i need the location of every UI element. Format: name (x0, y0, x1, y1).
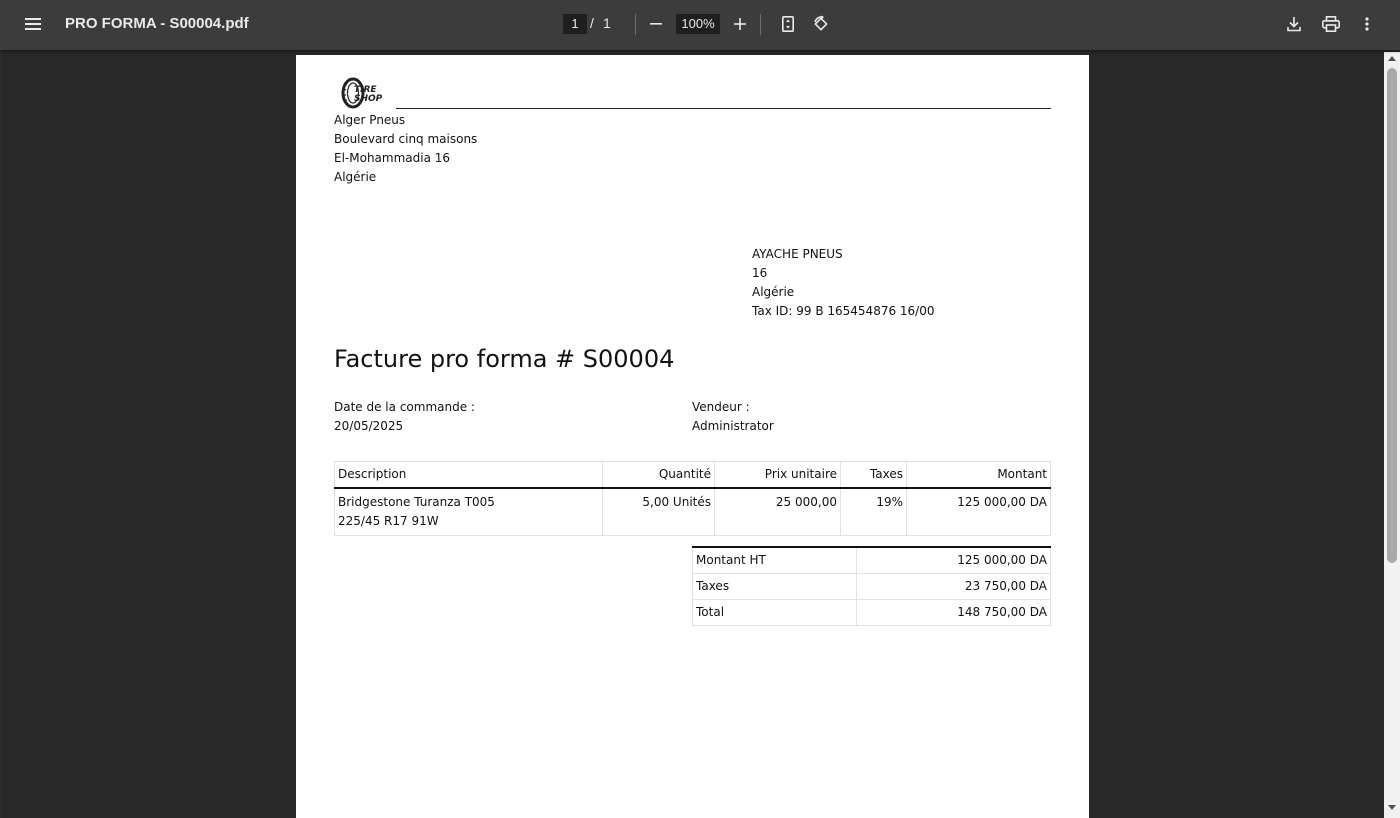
logo-text-bottom: SHOP (354, 94, 383, 104)
company-name: Alger Pneus (334, 113, 406, 127)
line-taxes: 19% (841, 488, 907, 536)
zoom-level-input[interactable]: 100% (676, 14, 720, 34)
subtotal-value: 125 000,00 DA (857, 547, 1051, 573)
salesperson-value: Administrator (692, 419, 774, 433)
totals-row-taxes (693, 573, 1051, 599)
column-header-quantity: Quantité (603, 462, 715, 488)
product-name: Bridgestone Turanza T005 (338, 494, 495, 509)
line-unit-price: 25 000,00 (715, 488, 841, 536)
line-amount: 125 000,00 DA (907, 488, 1051, 536)
column-header-amount: Montant (907, 462, 1051, 488)
total-value: 148 750,00 DA (857, 599, 1051, 625)
scroll-up-arrow-icon[interactable] (1388, 56, 1396, 61)
line-quantity: 5,00 Unités (603, 488, 715, 536)
order-lines-table (334, 461, 1051, 536)
document-heading: Facture pro forma # S00004 (334, 345, 675, 373)
print-icon (1322, 16, 1340, 32)
customer-name: AYACHE PNEUS (752, 247, 843, 261)
customer-address-line: 16 (752, 266, 768, 280)
page-separator: / (590, 15, 594, 31)
order-date-value: 20/05/2025 (334, 419, 404, 433)
viewer-left-edge (0, 50, 2, 818)
table-header-row (335, 462, 1051, 488)
fit-page-icon (782, 16, 794, 32)
company-city: El-Mohammadia 16 (334, 151, 451, 165)
customer-tax-id: Tax ID: 99 B 165454876 16/00 (752, 304, 935, 318)
header-rule (396, 108, 1051, 109)
taxes-value: 23 750,00 DA (857, 573, 1051, 599)
column-header-description: Description (335, 462, 603, 488)
totals-row-total (693, 599, 1051, 625)
toolbar-divider (635, 14, 636, 35)
page-total: 1 (603, 15, 611, 31)
menu-icon (25, 18, 41, 30)
column-header-taxes: Taxes (841, 462, 907, 488)
total-label: Total (693, 599, 857, 625)
print-button[interactable] (1315, 8, 1347, 40)
rotate-icon (812, 15, 830, 33)
download-icon (1287, 16, 1301, 32)
customer-country: Algérie (752, 285, 795, 299)
line-description (335, 488, 603, 536)
company-street: Boulevard cinq maisons (334, 132, 478, 146)
product-size: 225/45 R17 91W (338, 513, 439, 528)
totals-row-subtotal (693, 547, 1051, 573)
download-button[interactable] (1278, 8, 1310, 40)
totals-table (692, 546, 1051, 626)
more-actions-button[interactable] (1351, 8, 1383, 40)
order-date-label: Date de la commande : (334, 400, 475, 414)
company-country: Algérie (334, 170, 377, 184)
table-row (335, 488, 1051, 536)
pdf-page (296, 55, 1089, 818)
scrollbar-thumb[interactable] (1387, 68, 1397, 563)
zoom-in-button[interactable] (724, 8, 756, 40)
vertical-scrollbar[interactable] (1384, 52, 1400, 818)
taxes-label: Taxes (693, 573, 857, 599)
toolbar-divider (760, 14, 761, 35)
column-header-unit-price: Prix unitaire (715, 462, 841, 488)
salesperson-label: Vendeur : (692, 400, 750, 414)
logo-text-top: TIRE (354, 85, 377, 95)
plus-icon (734, 18, 746, 30)
subtotal-label: Montant HT (693, 547, 857, 573)
more-vert-icon (1365, 17, 1369, 31)
scroll-down-arrow-icon[interactable] (1388, 805, 1396, 810)
tire-shop-logo (340, 77, 390, 109)
document-title: PRO FORMA - S00004.pdf (65, 15, 249, 32)
menu-button[interactable] (17, 8, 49, 40)
rotate-button[interactable] (805, 8, 837, 40)
pdf-toolbar (0, 0, 1400, 50)
fit-to-page-button[interactable] (772, 8, 804, 40)
zoom-out-button[interactable] (640, 8, 672, 40)
minus-icon (650, 23, 662, 25)
page-number-input[interactable]: 1 (563, 14, 587, 34)
